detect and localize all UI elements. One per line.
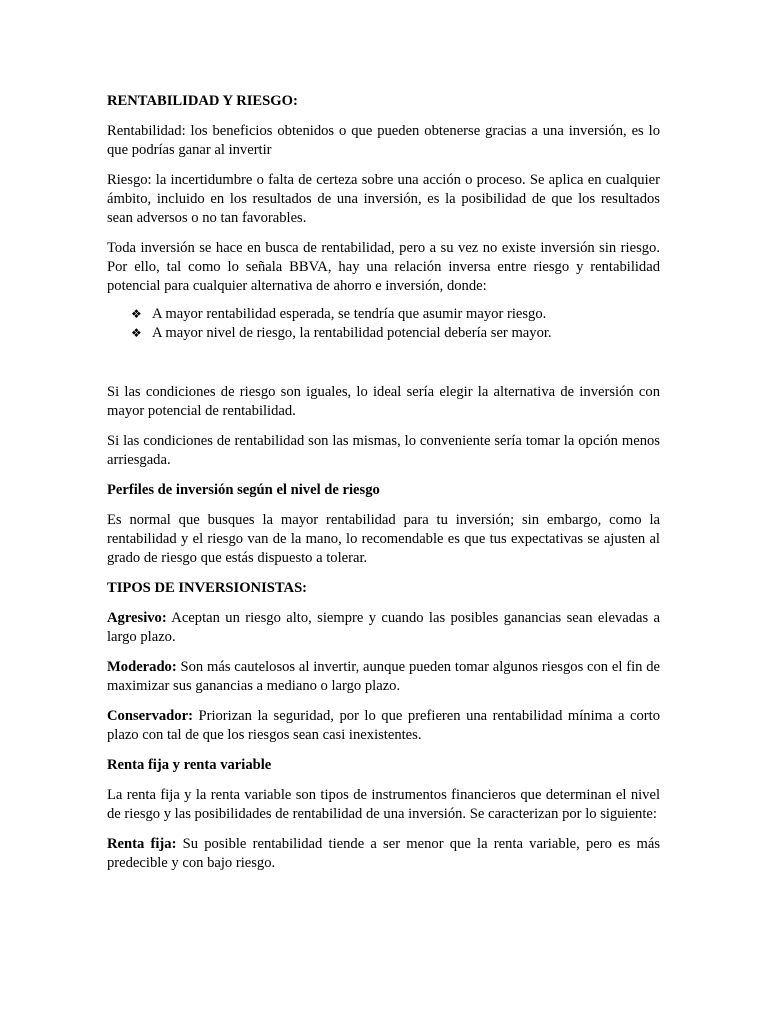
renta-paragraph: La renta fija y la renta variable son tipos de instrumentos financieros que determinan el nivel de riesgo y las posibilidades de rentabilidad de una inversión. Se caracterizan por lo siguiente: xyxy=(107,787,660,822)
list-item-text: A mayor nivel de riesgo, la rentabilidad potencial debería ser mayor. xyxy=(152,325,552,341)
renta-fija-label: Renta fija: xyxy=(107,836,177,852)
conservador-paragraph xyxy=(107,707,660,745)
conservador-text: Priorizan la seguridad, por lo que prefieren una rentabilidad mínima a corto plazo con tal de que los riesgos sean casi inexistentes. xyxy=(107,708,660,743)
moderado-label: Moderado: xyxy=(107,659,177,675)
equal-risk-paragraph: Si las condiciones de riesgo son iguales, lo ideal sería elegir la alternativa de inversión con mayor potencial de rentabilidad. xyxy=(107,384,660,419)
renta-fija-text: Su posible rentabilidad tiende a ser menor que la renta variable, pero es más predecible y con bajo riesgo. xyxy=(107,836,660,871)
list-item-text: A mayor rentabilidad esperada, se tendría que asumir mayor riesgo. xyxy=(152,306,547,322)
moderado-text: Son más cautelosos al invertir, aunque pueden tomar algunos riesgos con el fin de maximizar sus ganancias a mediano o largo plazo. xyxy=(107,659,660,694)
document-body xyxy=(107,92,660,884)
rentabilidad-definition: Rentabilidad: los beneficios obtenidos o que pueden obtenerse gracias a una inversión, es lo que podrías ganar al invertir xyxy=(107,123,660,158)
equal-return-paragraph: Si las condiciones de rentabilidad son las mismas, lo conveniente sería tomar la opción menos arriesgada. xyxy=(107,433,660,468)
intro-paragraph: Toda inversión se hace en busca de rentabilidad, pero a su vez no existe inversión sin riesgo. Por ello, tal como lo señala BBVA, hay una relación inversa entre riesgo y rentabilidad potencial para cualquier alternativa de ahorro e inversión, donde: xyxy=(107,240,660,294)
list-item xyxy=(131,305,660,324)
document-title: RENTABILIDAD Y RIESGO: xyxy=(107,93,298,109)
perfiles-paragraph: Es normal que busques la mayor rentabilidad para tu inversión; sin embargo, como la rentabilidad y el riesgo van de la mano, lo recomendable es que tus expectativas se ajusten al grado de riesgo que estás dispuesto a tolerar. xyxy=(107,512,660,566)
agresivo-paragraph xyxy=(107,609,660,647)
tipos-heading: TIPOS DE INVERSIONISTAS: xyxy=(107,580,308,596)
conservador-label: Conservador: xyxy=(107,708,193,724)
renta-heading: Renta fija y renta variable xyxy=(107,757,272,773)
diamond-bullet-icon: ❖ xyxy=(131,326,142,340)
agresivo-text: Aceptan un riesgo alto, siempre y cuando las posibles ganancias sean elevadas a largo plazo. xyxy=(107,610,660,645)
renta-fija-paragraph xyxy=(107,835,660,873)
riesgo-definition: Riesgo: la incertidumbre o falta de certeza sobre una acción o proceso. Se aplica en cualquier ámbito, incluido en los resultados de una inversión, es la posibilidad de que los resultados sean adversos o no tan favorables. xyxy=(107,172,660,226)
perfiles-heading: Perfiles de inversión según el nivel de riesgo xyxy=(107,482,380,498)
risk-return-list xyxy=(107,305,660,343)
list-item xyxy=(131,324,660,343)
diamond-bullet-icon: ❖ xyxy=(131,307,142,321)
moderado-paragraph xyxy=(107,658,660,696)
blank-space xyxy=(107,343,660,383)
agresivo-label: Agresivo: xyxy=(107,610,167,626)
